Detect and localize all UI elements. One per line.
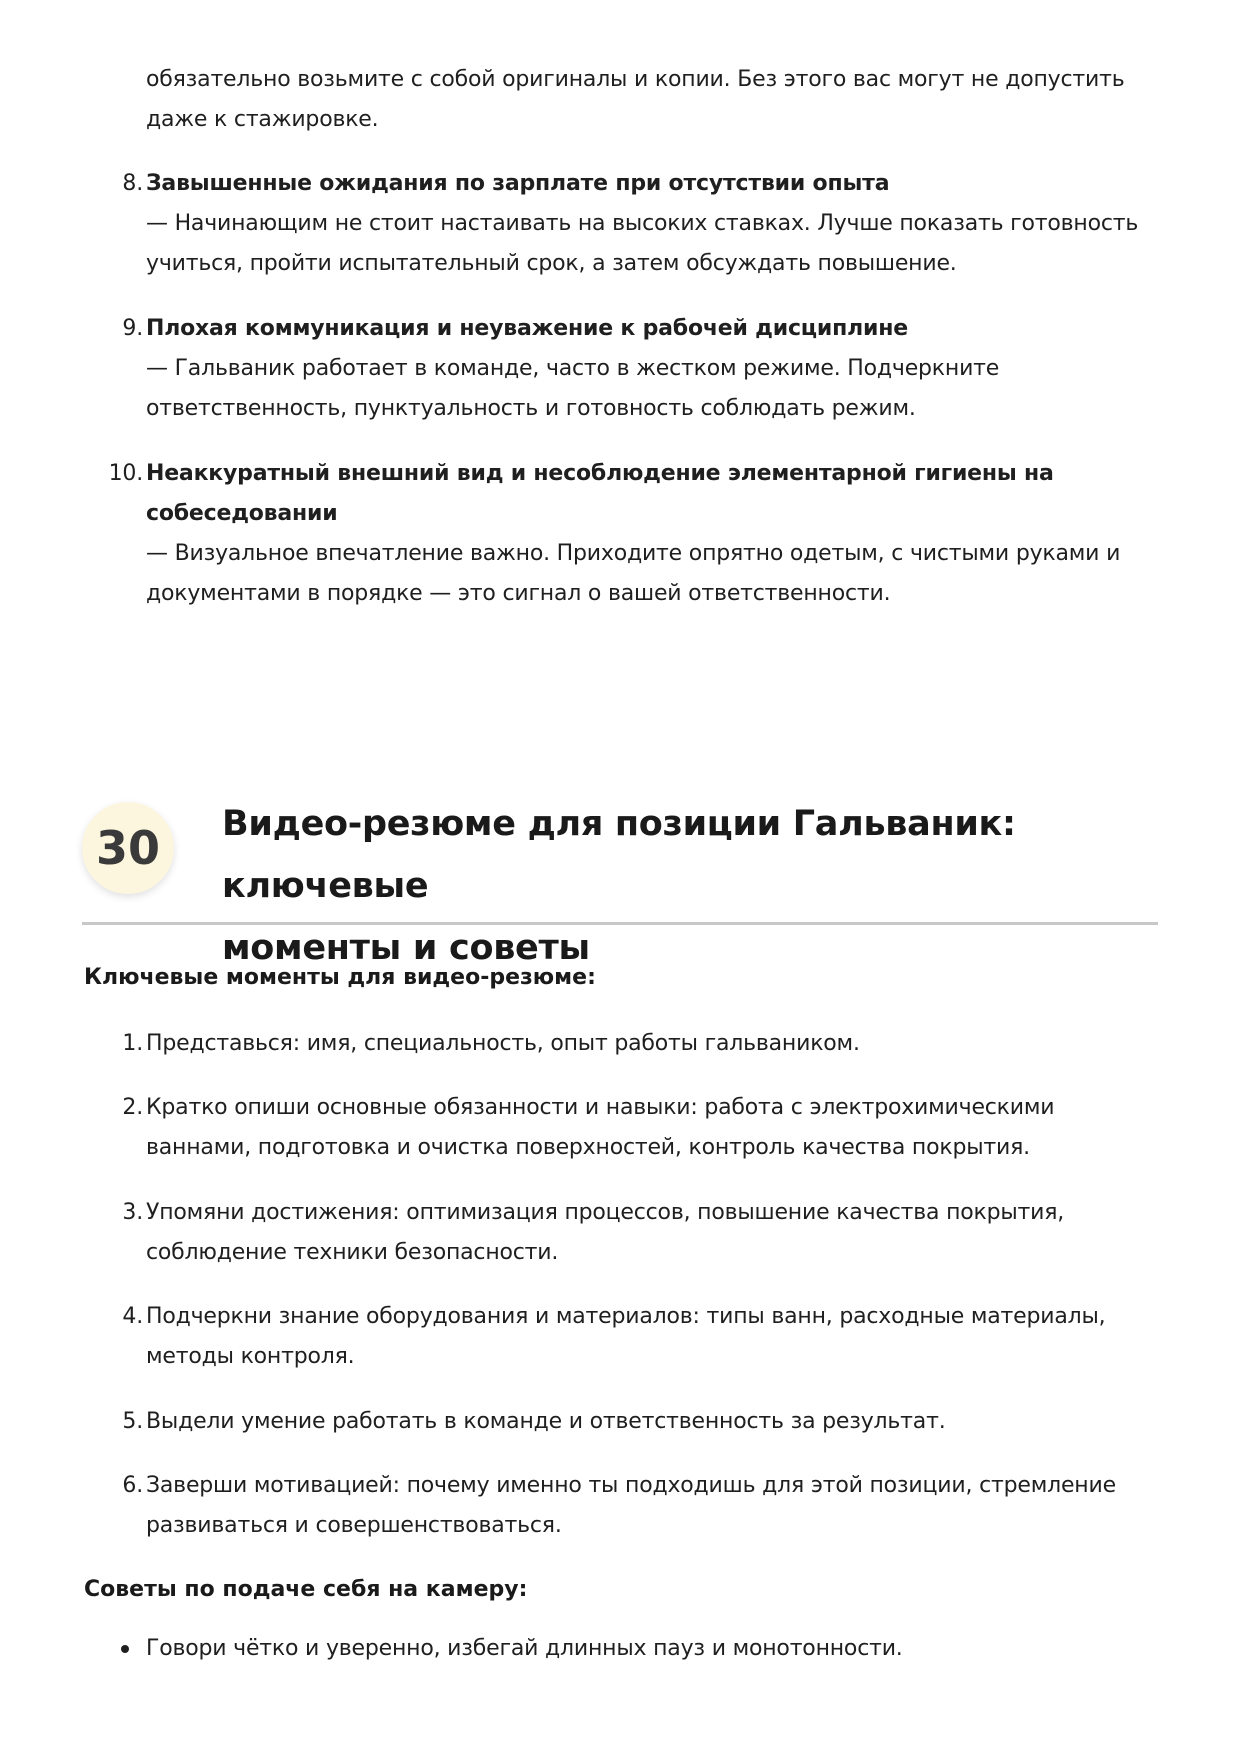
list-item <box>122 1402 1146 1442</box>
text-line: методы контроля. <box>146 1344 355 1369</box>
list-item-title: Плохая коммуникация и неуважение к рабочей дисциплине <box>146 316 908 341</box>
text-line: обязательно возьмите с собой оригиналы и копии. Без этого вас могут не допустить <box>146 67 1125 92</box>
text-line: учиться, пройти испытательный срок, а затем обсуждать повышение. <box>146 251 957 276</box>
text-line: Кратко опиши основные обязанности и навыки: работа с электрохимическими <box>146 1095 1055 1120</box>
list-number: 5. <box>122 1409 143 1434</box>
list-item <box>146 1629 1146 1669</box>
list-item <box>122 1024 1146 1064</box>
list-item-mistake-9 <box>122 309 1146 429</box>
text-line: — Визуальное впечатление важно. Приходите опрятно одетым, с чистыми руками и <box>146 541 1121 566</box>
text-line: Упомяни достижения: оптимизация процессов, повышение качества покрытия, <box>146 1200 1065 1225</box>
text-line: даже к стажировке. <box>146 107 379 132</box>
text-line: Представься: имя, специальность, опыт работы гальваником. <box>146 1031 860 1056</box>
list-item <box>122 1297 1146 1377</box>
section-title-line: моменты и советы <box>222 928 590 968</box>
section-title <box>222 793 1158 979</box>
text-line: — Гальваник работает в команде, часто в жестком режиме. Подчеркните <box>146 356 1000 381</box>
text-line: ваннами, подготовка и очистка поверхностей, контроль качества покрытия. <box>146 1135 1030 1160</box>
list-item <box>122 1088 1146 1168</box>
section-heading <box>82 785 1158 968</box>
list-number: 6. <box>122 1473 143 1498</box>
list-item <box>122 1466 1146 1546</box>
list-number: 8. <box>122 171 143 196</box>
list-number: 9. <box>122 316 143 341</box>
text-line: Выдели умение работать в команде и ответственность за результат. <box>146 1409 946 1434</box>
list-number: 10. <box>108 461 143 486</box>
section-number-badge: 30 <box>82 802 174 894</box>
list-item <box>122 1193 1146 1273</box>
list-number: 2. <box>122 1095 143 1120</box>
list-item-mistake-8 <box>122 164 1146 284</box>
text-line: документами в порядке — это сигнал о вашей ответственности. <box>146 581 891 606</box>
text-line: ответственность, пунктуальность и готовность соблюдать режим. <box>146 396 916 421</box>
list-item-continuation <box>146 60 1146 140</box>
camera-tips-heading: Советы по подаче себя на камеру: <box>84 1577 528 1602</box>
key-points-heading: Ключевые моменты для видео-резюме: <box>84 965 596 990</box>
list-number: 3. <box>122 1200 143 1225</box>
list-item-mistake-10 <box>108 454 1146 614</box>
list-item-title: собеседовании <box>146 501 338 526</box>
text-line: Говори чётко и уверенно, избегай длинных пауз и монотонности. <box>146 1636 903 1661</box>
bullet-icon <box>121 1645 129 1653</box>
list-number: 4. <box>122 1304 143 1329</box>
text-line: развиваться и совершенствоваться. <box>146 1513 562 1538</box>
text-line: — Начинающим не стоит настаивать на высоких ставках. Лучше показать готовность <box>146 211 1139 236</box>
section-title-line: Видео-резюме для позиции Гальваник: ключевые <box>222 804 1016 906</box>
text-line: соблюдение техники безопасности. <box>146 1240 559 1265</box>
list-item-title: Неаккуратный внешний вид и несоблюдение элементарной гигиены на <box>146 461 1054 486</box>
list-number: 1. <box>122 1031 143 1056</box>
text-line: Подчеркни знание оборудования и материалов: типы ванн, расходные материалы, <box>146 1304 1106 1329</box>
list-item-title: Завышенные ожидания по зарплате при отсутствии опыта <box>146 171 890 196</box>
text-line: Заверши мотивацией: почему именно ты подходишь для этой позиции, стремление <box>146 1473 1116 1498</box>
